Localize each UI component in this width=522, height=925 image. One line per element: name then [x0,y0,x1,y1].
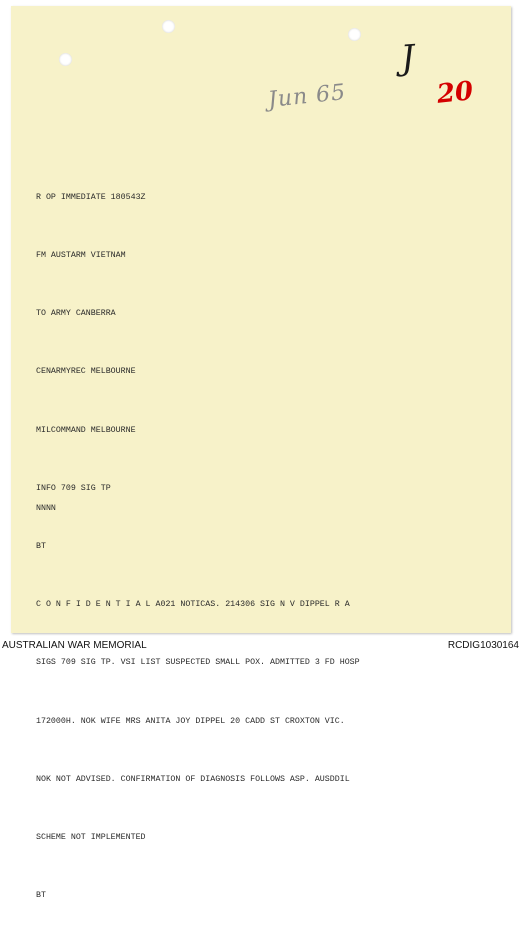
punch-hole [59,53,72,66]
message-line: NOK NOT ADVISED. CONFIRMATION OF DIAGNOSIS FOLLOWS ASP. AUSDDIL [36,774,350,784]
punch-hole [348,28,361,41]
message-line: R OP IMMEDIATE 180543Z [36,192,146,202]
message-line: SIGS 709 SIG TP. VSI LIST SUSPECTED SMALL POX. ADMITTED 3 FD HOSP [36,658,360,668]
handwritten-mark: J [399,37,417,79]
telex-message [36,149,476,925]
message-line: 172000H. NOK WIFE MRS ANITA JOY DIPPEL 20 CADD ST CROXTON VIC. [36,716,345,726]
footer-institution: AUSTRALIAN WAR MEMORIAL [2,640,147,651]
message-line: FM AUSTARM VIETNAM [36,251,126,261]
message-line: BT [36,891,46,901]
handwritten-folio-number: 20 [435,76,475,110]
message-line: BT [36,542,46,552]
message-line: CENARMYREC MELBOURNE [36,367,136,377]
handwritten-date: Jun 65 [266,79,348,114]
message-line: SCHEME NOT IMPLEMENTED [36,833,146,843]
message-line: C O N F I D E N T I A L A021 NOTICAS. 214306 SIG N V DIPPEL R A [36,600,350,610]
message-line: MILCOMMAND MELBOURNE [36,425,136,435]
message-line: TO ARMY CANBERRA [36,309,116,319]
punch-hole [162,20,175,33]
footer-bar [0,636,522,654]
message-end-marker: NNNN [36,504,56,513]
message-line: INFO 709 SIG TP [36,483,111,493]
footer-record-id: RCDIG1030164 [447,640,519,651]
